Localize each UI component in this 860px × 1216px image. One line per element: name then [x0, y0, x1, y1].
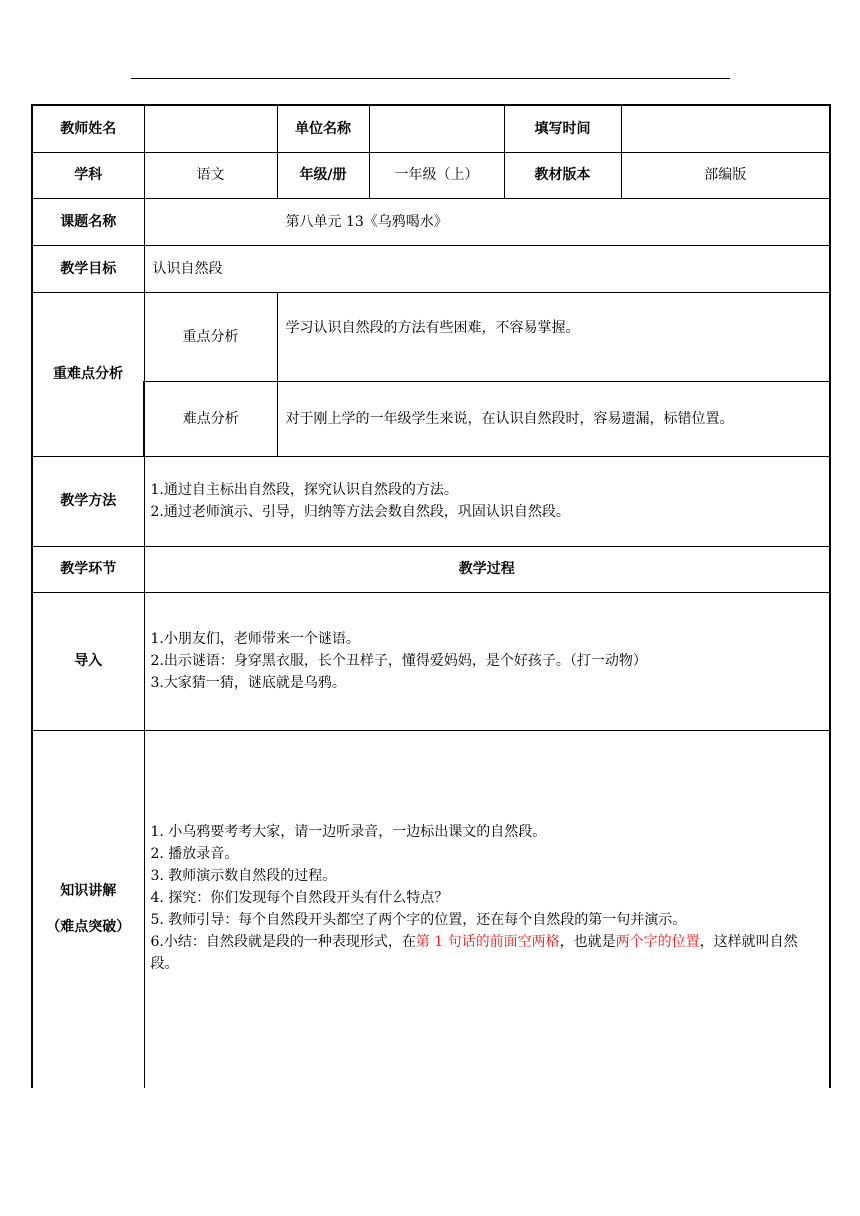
knowledge-line: 5. 教师引导：每个自然段开头都空了两个字的位置，还在每个自然段的第一句并演示。	[150, 911, 687, 928]
method-line: 2.通过老师演示、引导，归纳等方法会数自然段，巩固认识自然段。	[150, 504, 570, 520]
edition-value: 部编版	[621, 152, 830, 198]
summary-highlight-two-chars: 两个字的位置	[615, 933, 700, 950]
key-point-text: 学习认识自然段的方法有些困难，不容易掌握。	[277, 292, 830, 381]
knowledge-line: 1. 小乌鸦要考考大家，请一边听录音，一边标出课文的自然段。	[150, 823, 547, 840]
row-topic	[32, 198, 830, 245]
edition-label: 教材版本	[504, 152, 621, 198]
row-knowledge	[32, 730, 830, 1088]
row-difficult-point	[32, 381, 830, 456]
knowledge-label	[32, 730, 144, 1088]
method-label: 教学方法	[32, 456, 144, 546]
summary-highlight-first-sentence: 第 1 句话的前面空两格	[415, 933, 560, 950]
lesson-plan-table	[31, 104, 831, 1088]
difficult-point-label: 难点分析	[144, 381, 277, 456]
knowledge-content	[144, 730, 830, 1088]
analysis-label: 重难点分析	[32, 292, 144, 456]
unit-name-value	[369, 105, 504, 152]
intro-line: 1.小朋友们，老师带来一个谜语。	[150, 631, 360, 647]
fill-date-value	[621, 105, 830, 152]
subject-value: 语文	[144, 152, 277, 198]
grade-value: 一年级（上）	[369, 152, 504, 198]
knowledge-label-line1: 知识讲解	[60, 883, 117, 900]
method-line: 1.通过自主标出自然段，探究认识自然段的方法。	[150, 482, 458, 498]
summary-prefix: 6.小结：自然段就是段的一种表现形式，在	[150, 933, 416, 950]
knowledge-line: 3. 教师演示数自然段的过程。	[150, 867, 337, 884]
fill-date-label: 填写时间	[504, 105, 621, 152]
intro-line: 2.出示谜语：身穿黑衣服，长个丑样子，懂得爱妈妈，是个好孩子。（打一动物）	[150, 653, 647, 669]
unit-name-label: 单位名称	[277, 105, 369, 152]
knowledge-line: 4. 探究：你们发现每个自然段开头有什么特点？	[150, 889, 449, 906]
grade-label: 年级/册	[277, 152, 369, 198]
topic-text: 第八单元 13《乌鸦喝水》	[285, 213, 448, 230]
goal-label: 教学目标	[32, 245, 144, 292]
knowledge-line: 2. 播放录音。	[150, 845, 239, 862]
top-rule	[131, 78, 730, 79]
summary-middle: ，也就是	[559, 933, 616, 950]
teacher-name-value	[144, 105, 277, 152]
process-title: 教学过程	[144, 546, 830, 592]
intro-line: 3.大家猜一猜，谜底就是乌鸦。	[150, 675, 346, 691]
row-method	[32, 456, 830, 546]
subject-label: 学科	[32, 152, 144, 198]
key-point-label: 重点分析	[144, 292, 277, 381]
summary-suffix: ，这样就叫自然段。	[150, 933, 798, 972]
intro-label: 导入	[32, 592, 144, 730]
row-process-header	[32, 546, 830, 592]
row-intro	[32, 592, 830, 730]
row-goal	[32, 245, 830, 292]
knowledge-summary	[151, 931, 824, 975]
topic-value	[144, 198, 830, 245]
difficult-point-text: 对于刚上学的一年级学生来说，在认识自然段时，容易遗漏，标错位置。	[277, 381, 830, 456]
teacher-name-label: 教师姓名	[32, 105, 144, 152]
topic-label: 课题名称	[32, 198, 144, 245]
goal-value: 认识自然段	[144, 245, 830, 292]
method-content	[144, 456, 830, 546]
row-header-2	[32, 152, 830, 198]
row-key-point	[32, 292, 830, 381]
process-step-label: 教学环节	[32, 546, 144, 592]
knowledge-label-line2: （难点突破）	[46, 919, 131, 936]
row-header-1	[32, 105, 830, 152]
intro-content	[144, 592, 830, 730]
